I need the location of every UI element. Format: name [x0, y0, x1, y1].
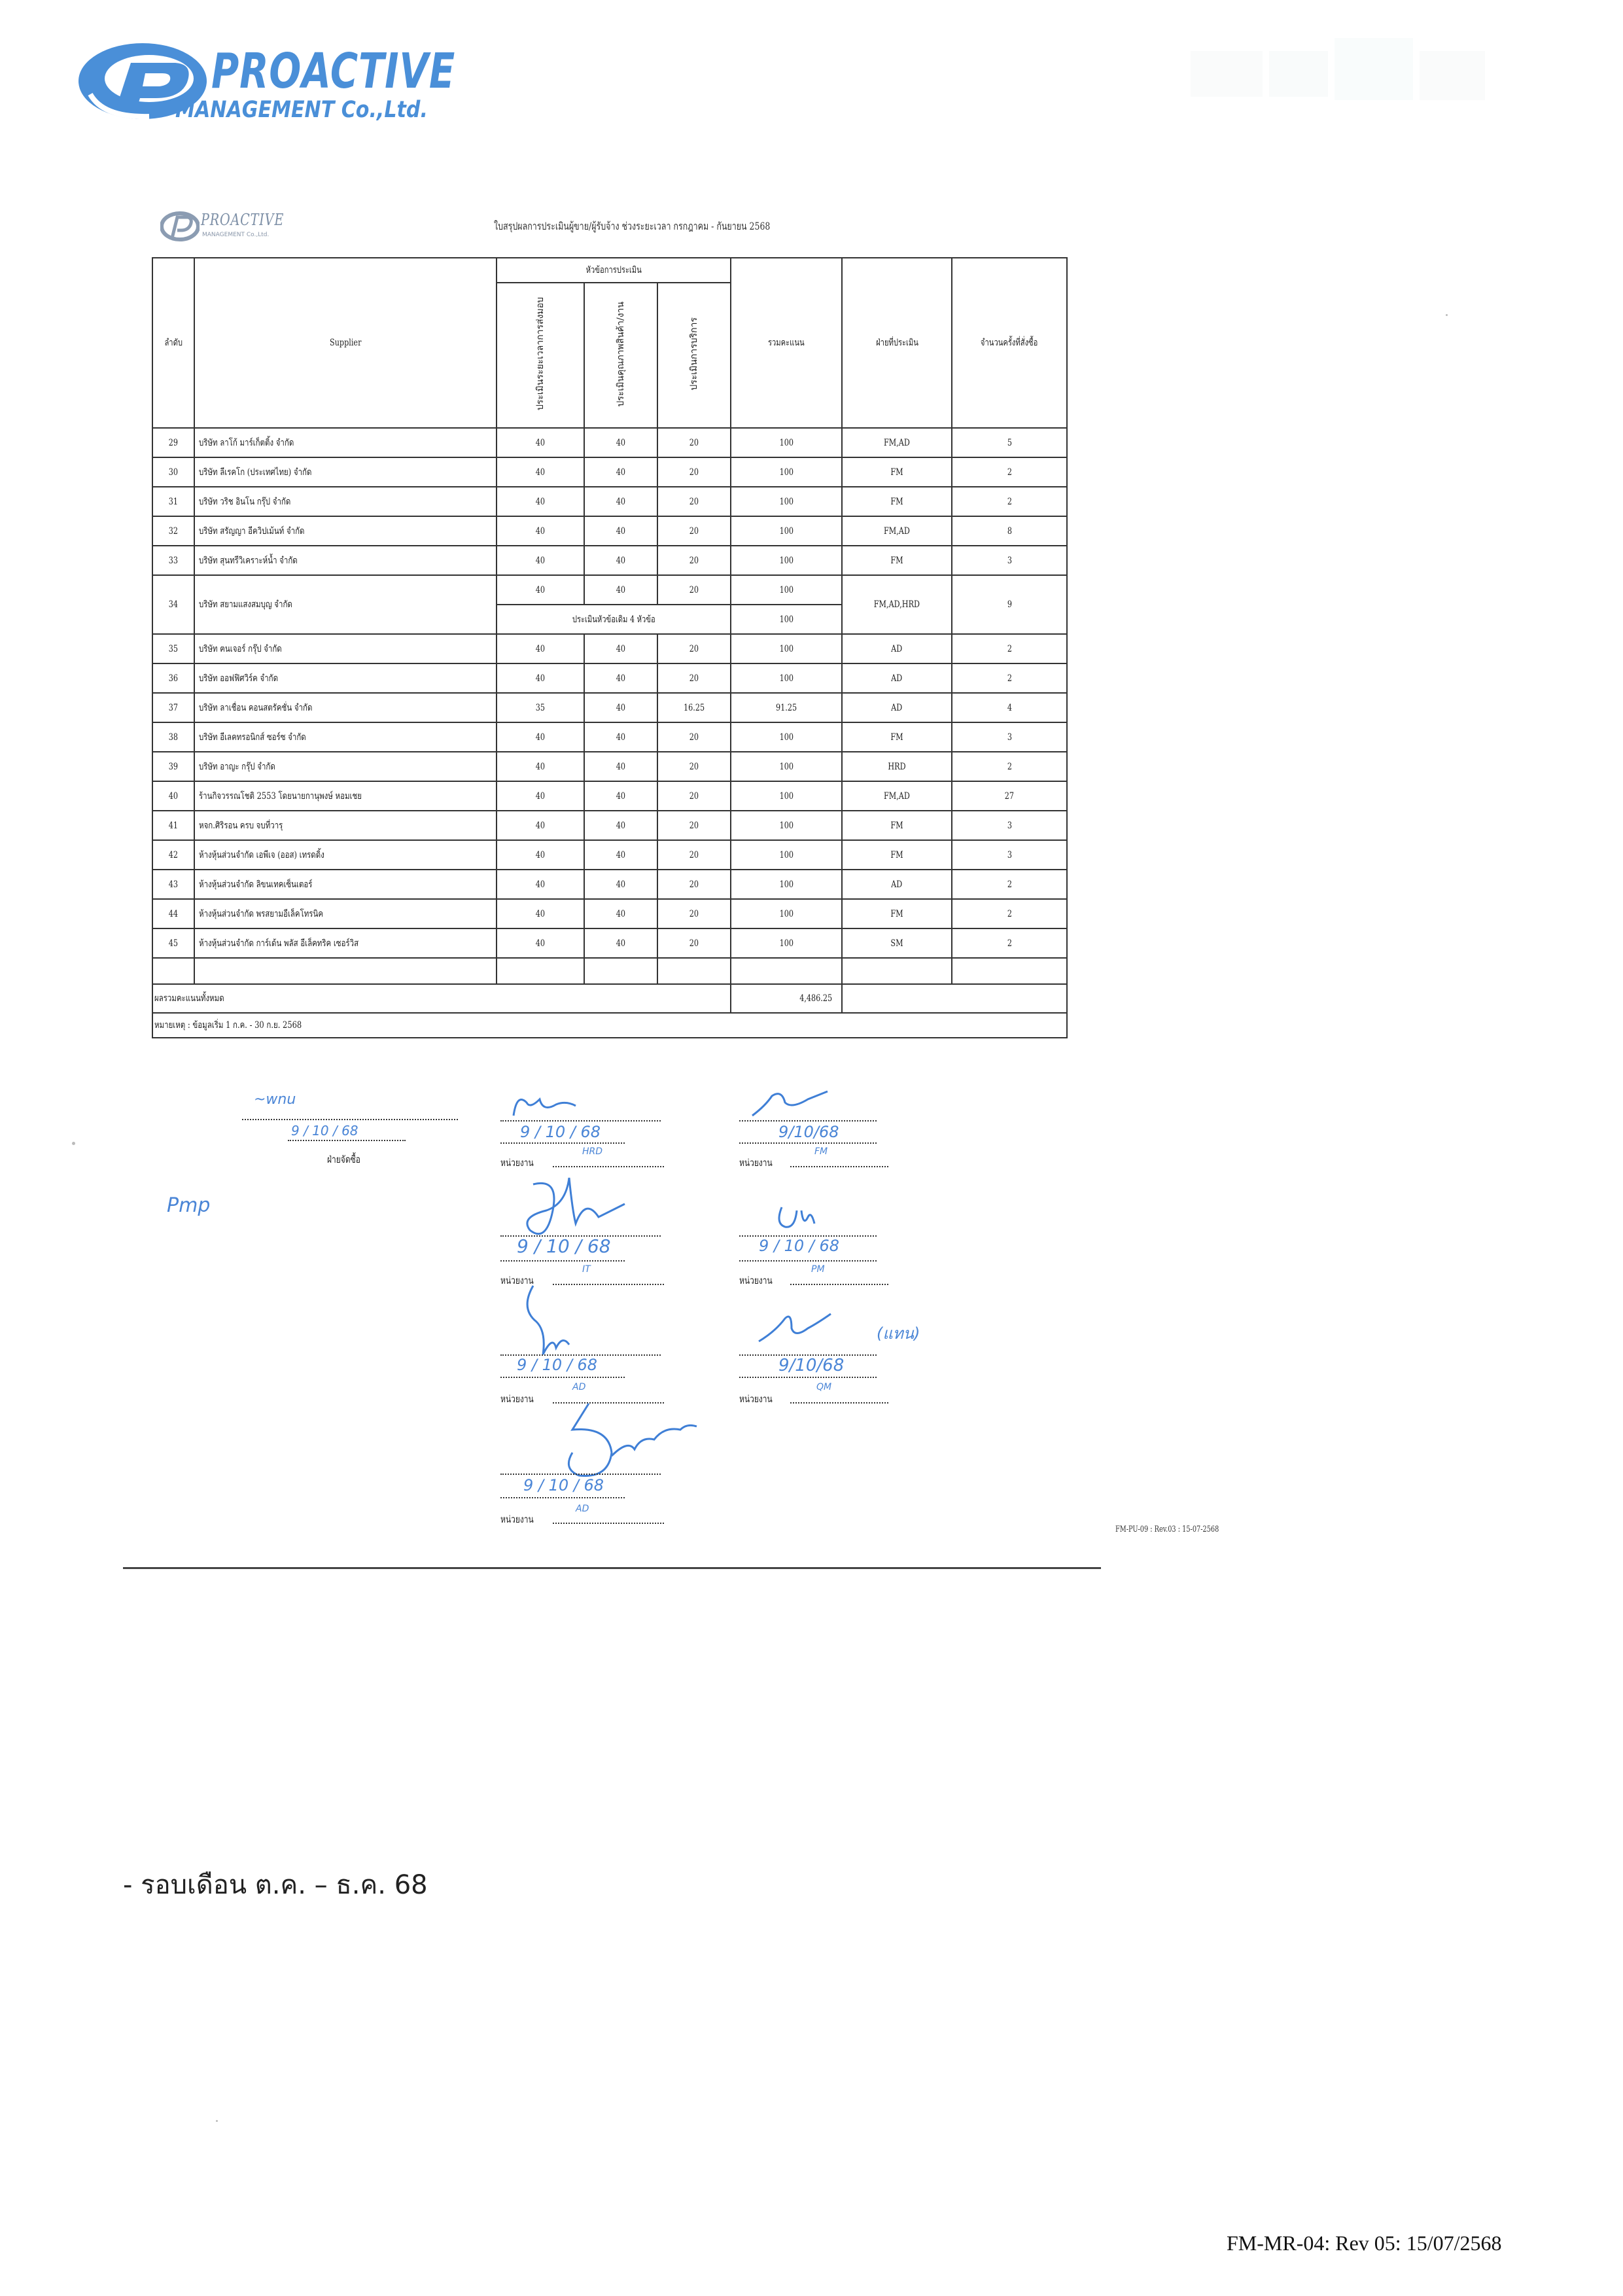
row-delivery: 40 — [535, 761, 546, 772]
row-service: 20 — [689, 525, 699, 537]
row-supplier: ห้างหุ้นส่วนจำกัด พรสยามอีเล็คโทรนิค — [199, 908, 324, 919]
signature-hrd — [504, 1086, 589, 1125]
remark: หมายเหตุ : ข้อมูลเริ่ม 1 ก.ค. - 30 ก.ย. 2568 — [154, 1020, 302, 1031]
on-behalf-note: (แทน) — [877, 1324, 920, 1343]
signature-purchasing: ~wnu — [254, 1091, 296, 1108]
row-department: FM — [890, 496, 903, 507]
row-service: 20 — [689, 849, 699, 860]
sign-date-1: 9 / 10 / 68 — [291, 1123, 358, 1139]
row-service: 20 — [689, 555, 699, 566]
row-service: 20 — [689, 467, 699, 478]
row-quality: 40 — [616, 849, 626, 860]
sign-unit-4: IT — [582, 1264, 591, 1275]
header-criteria-delivery: ประเมินระยะเวลาการส่งมอบ — [497, 283, 584, 428]
row-orders: 2 — [1007, 879, 1012, 890]
table-row — [152, 663, 1067, 693]
row-quality: 40 — [616, 908, 626, 919]
row-delivery: 40 — [535, 584, 546, 595]
sign-unit-2: HRD — [582, 1146, 603, 1157]
row-no: 35 — [168, 643, 179, 654]
signature-line — [500, 1474, 661, 1475]
header-total: รวมคะแนน — [731, 258, 842, 428]
row-supplier: ห้างหุ้นส่วนจำกัด เอพีเจ (ออส) เทรดดิ้ง — [199, 849, 324, 860]
row-no: 29 — [168, 437, 179, 448]
row-no: 31 — [168, 496, 179, 507]
row-orders: 3 — [1007, 732, 1012, 743]
row-department: FM — [890, 467, 903, 478]
row-supplier: บริษัท วริช อินโน กรุ๊ป จำกัด — [199, 496, 291, 507]
row-service: 20 — [689, 584, 699, 595]
row-no: 40 — [168, 790, 179, 802]
header-department: ฝ่ายที่ประเมิน — [842, 258, 952, 428]
row-service: 20 — [689, 437, 699, 448]
logo-text-main: PROACTIVE — [211, 43, 456, 99]
row-service: 20 — [689, 643, 699, 654]
unit-line — [553, 1523, 664, 1524]
signature-ad-1 — [517, 1282, 595, 1361]
sign-unit-5: PM — [811, 1264, 825, 1275]
row-total: 100 — [779, 908, 794, 919]
row-supplier: บริษัท สุนทรีวิเคราะห์น้ำ จำกัด — [199, 555, 298, 566]
purchasing-label: ฝ่ายจัดซื้อ — [327, 1154, 360, 1165]
table-row — [152, 546, 1067, 575]
row-quality: 40 — [616, 790, 626, 802]
row-orders: 2 — [1007, 761, 1012, 772]
row-department: FM,AD — [884, 437, 910, 448]
logo-text-sub: MANAGEMENT Co.,Ltd. — [175, 97, 428, 123]
unit-label: หน่วยงาน — [739, 1275, 773, 1286]
unit-label: หน่วยงาน — [500, 1393, 534, 1405]
row-department: FM — [890, 555, 903, 566]
row-no: 38 — [168, 732, 179, 743]
signature-line — [739, 1120, 877, 1122]
row-service: 20 — [689, 673, 699, 684]
small-p-logo-icon — [160, 208, 200, 245]
row-supplier: บริษัท ลาเชื่อน คอนสตรัคชั่น จำกัด — [199, 702, 313, 713]
table-row — [152, 781, 1067, 811]
row-orders: 4 — [1007, 702, 1012, 713]
grand-total-label: ผลรวมคะแนนทั้งหมด — [154, 993, 224, 1004]
row-delivery: 40 — [535, 673, 546, 684]
divider-line — [123, 1567, 1101, 1569]
row-orders: 2 — [1007, 938, 1012, 949]
table-row — [152, 575, 1067, 605]
date-line — [739, 1377, 877, 1378]
sign-unit-3: FM — [814, 1146, 828, 1157]
table-row — [152, 870, 1067, 899]
date-line — [739, 1142, 877, 1144]
row-total: 100 — [779, 732, 794, 743]
row-service: 20 — [689, 879, 699, 890]
sign-unit-8: AD — [576, 1504, 589, 1514]
row-total: 100 — [779, 849, 794, 860]
signature-line — [500, 1120, 661, 1122]
date-line — [500, 1142, 625, 1144]
row-no: 42 — [168, 849, 179, 860]
unit-label: หน่วยงาน — [739, 1393, 773, 1405]
row-delivery: 40 — [535, 437, 546, 448]
row-department: AD — [891, 879, 903, 890]
table-row — [152, 811, 1067, 840]
faint-watermark-icon — [1171, 31, 1524, 110]
row-orders: 3 — [1007, 820, 1012, 831]
row-department: HRD — [888, 761, 906, 772]
row-no: 33 — [168, 555, 179, 566]
table-row — [152, 928, 1067, 958]
header-order-count: จำนวนครั้งที่สั่งซื้อ — [952, 258, 1067, 428]
row-supplier: บริษัท อาญะ กรุ๊ป จำกัด — [199, 761, 275, 772]
small-logo-text-sub: MANAGEMENT Co.,Ltd. — [202, 232, 270, 238]
row-quality: 40 — [616, 643, 626, 654]
row-no: 41 — [168, 820, 179, 831]
row-no: 32 — [168, 525, 179, 537]
row-quality: 40 — [616, 879, 626, 890]
signature-qm — [746, 1309, 844, 1348]
evaluation-table — [152, 257, 1068, 1038]
date-line — [288, 1140, 406, 1141]
row-delivery: 40 — [535, 849, 546, 860]
unit-label: หน่วยงาน — [500, 1157, 534, 1169]
table-row — [152, 487, 1067, 516]
row-no: 45 — [168, 938, 179, 949]
header-no: ลำดับ — [152, 258, 194, 428]
row-service: 20 — [689, 820, 699, 831]
row-supplier: หจก.ศิริรอน ครบ จบที่วารุ — [199, 820, 283, 831]
row-orders: 2 — [1007, 496, 1012, 507]
row-note-total: 100 — [779, 614, 794, 625]
row-supplier: บริษัท ออฟฟิศวิร์ค จำกัด — [199, 673, 279, 684]
initials: Pmp — [167, 1194, 211, 1217]
table-row — [152, 457, 1067, 487]
small-company-logo — [160, 208, 291, 245]
unit-line — [790, 1284, 888, 1285]
row-no: 43 — [168, 879, 179, 890]
blank-row — [152, 958, 1067, 984]
row-quality: 40 — [616, 938, 626, 949]
signature-line — [242, 1119, 458, 1120]
row-orders: 8 — [1007, 525, 1012, 537]
row-quality: 40 — [616, 467, 626, 478]
row-quality: 40 — [616, 584, 626, 595]
sign-date-4: 9 / 10 / 68 — [517, 1235, 611, 1257]
row-total: 100 — [779, 761, 794, 772]
row-department: FM,AD — [884, 790, 910, 802]
unit-line — [790, 1402, 888, 1404]
sign-date-8: 9 / 10 / 68 — [523, 1476, 604, 1494]
row-service: 20 — [689, 790, 699, 802]
row-orders: 3 — [1007, 555, 1012, 566]
row-department: FM — [890, 732, 903, 743]
row-supplier: ห้างหุ้นส่วนจำกัด ลิขนเทคเซ็นเตอร์ — [199, 879, 313, 890]
row-quality: 40 — [616, 702, 626, 713]
row-department: FM — [890, 849, 903, 860]
unit-label: หน่วยงาน — [500, 1513, 534, 1525]
row-supplier: บริษัท อีเลคทรอนิกส์ ซอร์ซ จำกัด — [199, 732, 306, 743]
unit-label: หน่วยงาน — [500, 1275, 534, 1286]
row-orders: 9 — [1007, 599, 1012, 610]
signature-ad-2 — [550, 1400, 720, 1485]
row-delivery: 40 — [535, 820, 546, 831]
row-delivery: 40 — [535, 496, 546, 507]
row-quality: 40 — [616, 761, 626, 772]
date-line — [500, 1377, 625, 1378]
row-department: AD — [891, 702, 903, 713]
row-orders: 2 — [1007, 908, 1012, 919]
table-row — [152, 840, 1067, 870]
table-row — [152, 722, 1067, 752]
row-total: 100 — [779, 467, 794, 478]
row-service: 20 — [689, 908, 699, 919]
row-department: AD — [891, 643, 903, 654]
small-logo-text-main: PROACTIVE — [201, 211, 285, 229]
unit-label: หน่วยงาน — [739, 1157, 773, 1169]
header-criteria-service: ประเมินการบริการ — [657, 283, 731, 428]
row-total: 100 — [779, 879, 794, 890]
sign-unit-6: AD — [572, 1382, 586, 1392]
row-total: 100 — [779, 496, 794, 507]
sign-date-2: 9 / 10 / 68 — [520, 1123, 601, 1141]
row-service: 20 — [689, 938, 699, 949]
grand-total-row — [152, 984, 1067, 1013]
row-orders: 3 — [1007, 849, 1012, 860]
row-delivery: 40 — [535, 879, 546, 890]
row-quality: 40 — [616, 496, 626, 507]
scan-speck — [72, 1142, 75, 1145]
row-delivery: 40 — [535, 790, 546, 802]
row-delivery: 40 — [535, 938, 546, 949]
row-delivery: 35 — [535, 702, 546, 713]
grand-total-value: 4,486.25 — [799, 993, 832, 1004]
table-row — [152, 634, 1067, 663]
table-row — [152, 516, 1067, 546]
table-row — [152, 752, 1067, 781]
row-note: ประเมินหัวข้อเดิม 4 หัวข้อ — [572, 614, 655, 625]
signature-fm — [746, 1086, 837, 1122]
row-supplier: ร้านกิจวรรณโชติ 2553 โดยนายกานุพงษ์ หอมเชย — [199, 790, 362, 802]
row-quality: 40 — [616, 820, 626, 831]
row-service: 20 — [689, 496, 699, 507]
row-no: 37 — [168, 702, 179, 713]
sign-date-7: 9/10/68 — [778, 1356, 845, 1375]
row-total: 100 — [779, 673, 794, 684]
sign-unit-7: QM — [816, 1382, 832, 1392]
unit-line — [790, 1166, 888, 1167]
row-no: 36 — [168, 673, 179, 684]
row-supplier: ห้างหุ้นส่วนจำกัด การ์เด้น พลัส อีเล็คทริค เซอร์วิส — [199, 938, 359, 949]
table-row — [152, 428, 1067, 457]
table-row — [152, 899, 1067, 928]
row-total: 100 — [779, 555, 794, 566]
row-orders: 27 — [1004, 790, 1015, 802]
row-service: 20 — [689, 732, 699, 743]
remark-row — [152, 1013, 1067, 1038]
row-orders: 5 — [1007, 437, 1012, 448]
row-quality: 40 — [616, 673, 626, 684]
row-total: 91.25 — [775, 702, 797, 713]
date-line — [500, 1497, 625, 1498]
row-service: 20 — [689, 761, 699, 772]
signature-pm — [772, 1204, 824, 1233]
row-total: 100 — [779, 938, 794, 949]
form-code: FM-PU-09 : Rev.03 : 15-07-2568 — [1115, 1525, 1219, 1534]
row-total: 100 — [779, 790, 794, 802]
sign-date-5: 9 / 10 / 68 — [759, 1237, 840, 1255]
row-no: 30 — [168, 467, 179, 478]
unit-line — [553, 1166, 664, 1167]
row-total: 100 — [779, 643, 794, 654]
header-supplier: Supplier — [194, 258, 497, 428]
row-orders: 2 — [1007, 673, 1012, 684]
row-supplier: บริษัท ฅนเจอร์ กรุ๊ป จำกัด — [199, 643, 282, 654]
header-criteria-group: หัวข้อการประเมิน — [497, 258, 731, 283]
row-orders: 2 — [1007, 643, 1012, 654]
company-logo — [77, 34, 456, 126]
footer-form-code: FM-MR-04: Rev 05: 15/07/2568 — [1227, 2231, 1502, 2255]
row-delivery: 40 — [535, 732, 546, 743]
scan-speck — [1446, 314, 1448, 316]
row-quality: 40 — [616, 555, 626, 566]
scan-speck — [216, 2120, 218, 2122]
row-delivery: 40 — [535, 555, 546, 566]
row-department: FM — [890, 820, 903, 831]
row-department: AD — [891, 673, 903, 684]
row-total: 100 — [779, 525, 794, 537]
row-department: FM — [890, 908, 903, 919]
row-supplier: บริษัท ลาโก้ มาร์เก็ตติ้ง จำกัด — [199, 437, 294, 448]
row-delivery: 40 — [535, 525, 546, 537]
row-department: FM,AD — [884, 525, 910, 537]
row-quality: 40 — [616, 525, 626, 537]
cycle-note: - รอบเดือน ต.ค. – ธ.ค. 68 — [123, 1870, 428, 1900]
date-line — [500, 1260, 625, 1262]
row-department: SM — [890, 938, 903, 949]
row-supplier: บริษัท สยามแสงสมบุญ จำกัด — [199, 599, 292, 610]
table-row — [152, 693, 1067, 722]
row-delivery: 40 — [535, 908, 546, 919]
row-total: 100 — [779, 820, 794, 831]
row-supplier: บริษัท สรัญญา อีควิปเม้นท์ จำกัด — [199, 525, 305, 537]
row-orders: 2 — [1007, 467, 1012, 478]
row-no: 44 — [168, 908, 179, 919]
row-no: 34 — [168, 599, 179, 610]
row-no: 39 — [168, 761, 179, 772]
row-quality: 40 — [616, 732, 626, 743]
row-service: 16.25 — [683, 702, 705, 713]
row-supplier: บริษัท ลีเรคโก (ประเทศไทย) จำกัด — [199, 467, 312, 478]
row-department: FM,AD,HRD — [873, 599, 920, 610]
sign-date-3: 9/10/68 — [778, 1123, 839, 1141]
date-line — [739, 1260, 877, 1262]
document-title: ใบสรุปผลการประเมินผู้ขาย/ผู้รับจ้าง ช่วงระยะเวลา กรกฎาคม - กันยายน 2568 — [494, 220, 771, 232]
row-delivery: 40 — [535, 643, 546, 654]
row-delivery: 40 — [535, 467, 546, 478]
row-quality: 40 — [616, 437, 626, 448]
row-total: 100 — [779, 584, 794, 595]
header-criteria-quality: ประเมินคุณภาพสินค้า/งาน — [584, 283, 657, 428]
row-total: 100 — [779, 437, 794, 448]
sign-date-6: 9 / 10 / 68 — [517, 1356, 598, 1374]
